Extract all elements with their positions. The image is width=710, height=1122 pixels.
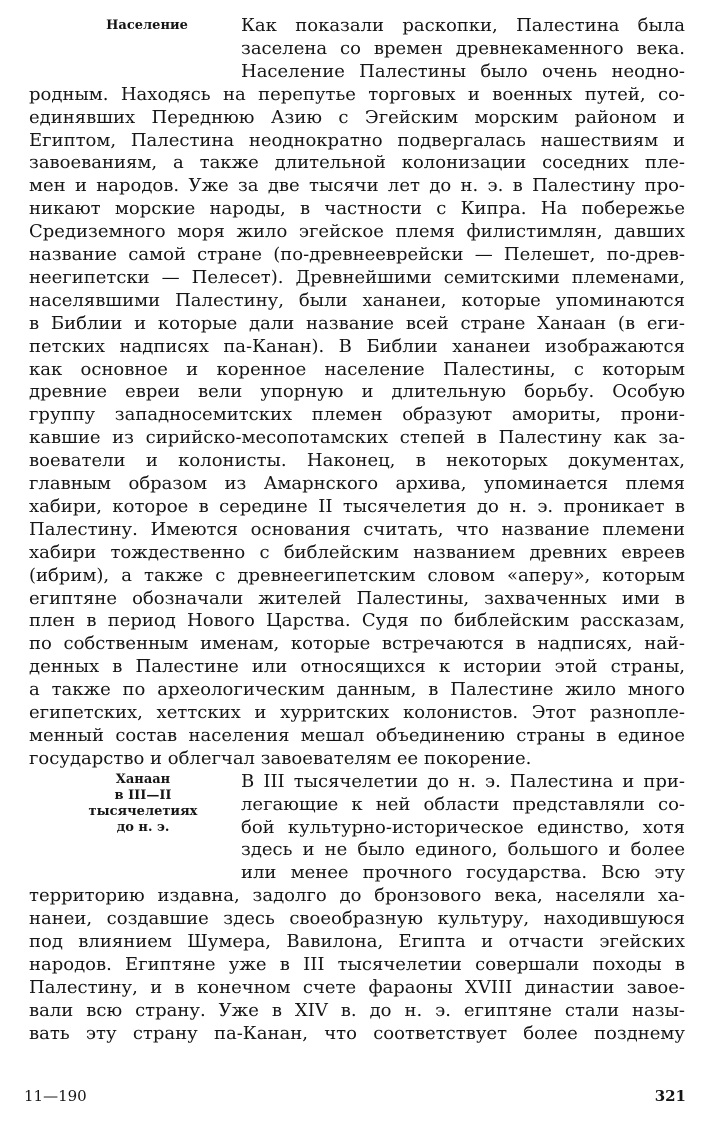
text-line: или менее прочного государства. Всю эту [241,862,685,884]
text-line: В III тысячелетии до н. э. Палестина и при- [241,770,685,792]
text-line: главным образом из Амарнского архива, упоминается племя [29,473,685,494]
margin-note-hanaan-line: Ханаан [115,771,171,787]
text-line: по собственным именам, которые встречаются в надписях, най- [29,633,685,655]
text-line: хабири, которое в середине II тысячелетия до н. э. проникает в [29,495,685,517]
margin-note-hanaan-line: до н. э. [116,819,170,835]
text-line: хабири тождественно с библейским названием древних евреев [29,541,685,563]
text-line: родным. Находясь на перепутье торговых и военных путей, со- [29,83,685,105]
margin-note-naselenie: Население [106,18,188,33]
text-line: заселена со времен древнекаменного века. [241,37,685,59]
text-line: завоеваниям, а также длительной колонизации соседних пле- [29,152,685,174]
text-line: Египтом, Палестина неоднократно подвергалась нашествиям и [29,129,685,151]
text-line: Как показали раскопки, Палестина была [241,15,685,36]
margin-note-hanaan-line: тысячелетиях [88,803,198,819]
text-line: Средиземного моря жило эгейское племя филистимлян, давших [29,221,685,243]
text-line: денных в Палестине или относящихся к истории этой страны, [29,656,685,678]
text-line: Палестину. Имеются основания считать, что название племени [29,518,685,540]
text-line: под влиянием Шумера, Вавилона, Египта и отчасти эгейских [29,931,685,952]
text-line: народов. Египтяне уже в III тысячелетии совершали походы в [29,953,685,975]
text-line: плен в период Нового Царства. Судя по библейским рассказам, [29,610,685,632]
text-line: вали всю страну. Уже в XIV в. до н. э. египтяне стали назы- [29,999,685,1021]
text-line: мен и народов. Уже за две тысячи лет до н. э. в Палестину про- [29,175,685,197]
text-line: вать эту страну па-Канан, что соответствует более позднему [29,1022,685,1044]
text-line: здесь и не было единого, большого и более [241,839,685,861]
margin-note-hanaan [58,772,228,836]
text-line: название самой стране (по-древнееврейски — Пелешет, по-древ- [29,244,685,265]
text-line: египетских, хеттских и хурритских колонистов. Этот разнопле- [29,702,685,723]
text-line: Палестину, и в конечном счете фараоны XVIII династии завое- [29,976,685,998]
print-signature: 11—190 [24,1087,87,1105]
page-number: 321 [654,1087,686,1105]
text-line: петских надписях па-Канан). В Библии хананеи изображаются [29,335,685,357]
text-line: неегипетски — Пелесет). Древнейшими семитскими племенами, [29,266,685,288]
text-line: группу западносемитских племен образуют амориты, прони- [29,404,685,426]
text-line: как основное и коренное население Палестины, с которым [29,358,685,380]
text-line: никают морские народы, в частности с Кипра. На побережье [29,198,685,220]
margin-note-hanaan-line: в III—II [114,787,172,803]
text-line: в Библии и которые дали название всей стране Ханаан (в еги- [29,312,685,334]
text-line: (ибрим), а также с древнеегипетским словом «аперу», которым [29,564,685,586]
text-line: кавшие из сирийско-месопотамских степей в Палестину как за- [29,427,685,449]
text-line: воеватели и колонисты. Наконец, в некоторых документах, [29,450,685,472]
text-line: населявшими Палестину, были хананеи, которые упоминаются [29,289,685,311]
text-line: легающие к ней области представляли со- [241,793,685,815]
text-line: нанеи, создавшие здесь своеобразную культуру, находившуюся [29,908,685,930]
text-line: единявших Переднюю Азию с Эгейским морским районом и [29,106,685,128]
text-line: Население Палестины было очень неодно- [241,60,685,82]
text-line: государство и облегчал завоевателям ее покорение. [29,747,532,769]
text-line: бой культурно-историческое единство, хотя [241,816,685,838]
text-line: менный состав населения мешал объединению страны в единое [29,724,685,746]
text-line: территорию издавна, задолго до бронзового века, населяли ха- [29,885,685,907]
text-line: древние евреи вели упорную и длительную борьбу. Особую [29,381,685,403]
text-line: а также по археологическим данным, в Палестине жило много [29,679,685,701]
text-line: египтяне обозначали жителей Палестины, захваченных ими в [29,587,685,609]
